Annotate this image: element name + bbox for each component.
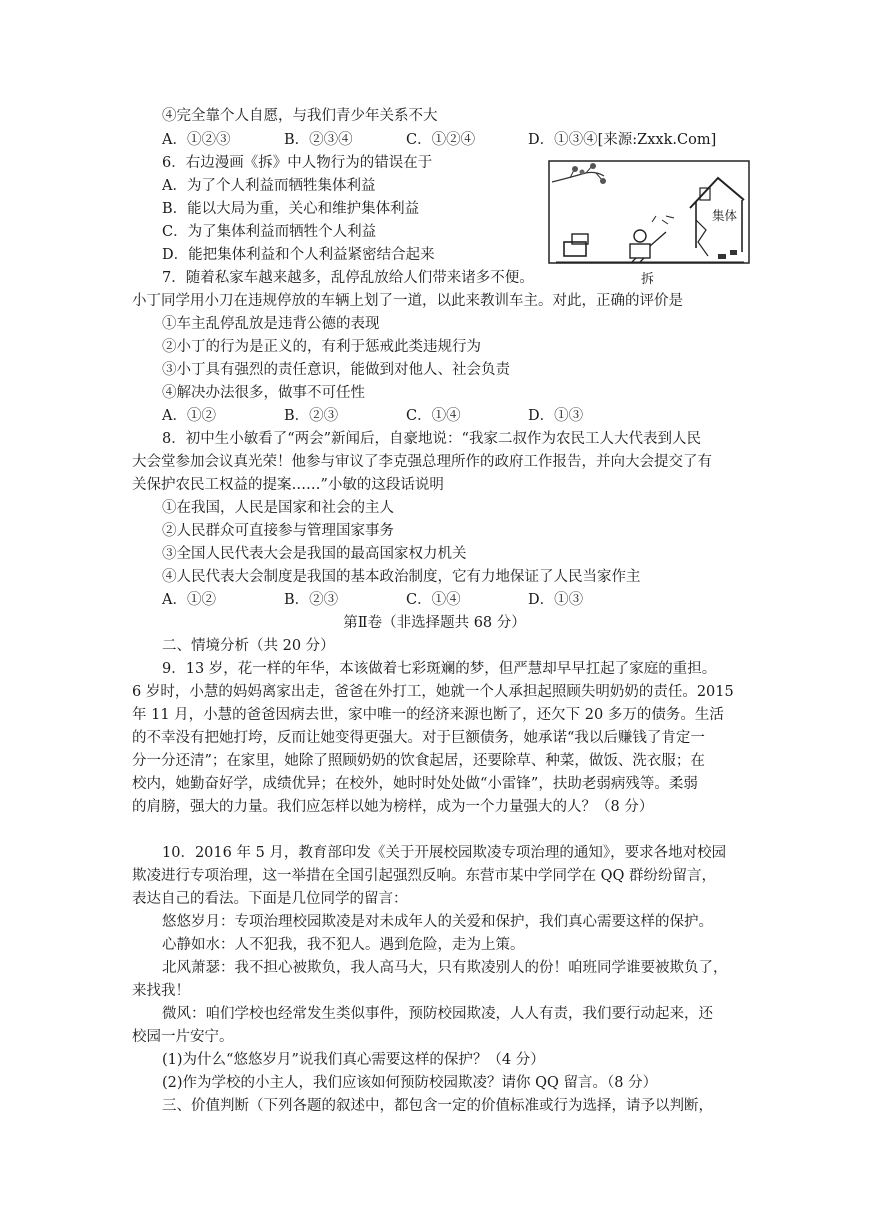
q9-line-4: 的不幸没有把她打垮，反而让她变得更强大。对于巨额债务，她承诺“我以后赚钱了肯定一 [132,730,705,746]
q7-item-4: ④解决办法很多，做事不可任性 [162,385,365,401]
q10-subquestion-1: (1)为什么“悠悠岁月”说我们真心需要这样的保护？（4 分） [162,1052,545,1068]
q10-message-3-line-1: 北风萧瑟：我不担心被欺负，我人高马大，只有欺凌别人的份！咱班同学谁要被欺负了， [162,960,728,976]
q10-line-2: 欺凌进行专项治理，这一举措在全国引起强烈反响。东营市某中学同学在 QQ 群纷纷留言， [132,868,716,884]
q7-stem-line-1: 7．随着私家车越来越多，乱停乱放给人们带来诸多不便。 [162,270,534,286]
q6-option-a: A．为了个人利益而牺牲集体利益 [162,178,376,194]
q5-item-4: ④完全靠个人自愿，与我们青少年关系不大 [162,108,438,124]
q8-item-1: ①在我国，人民是国家和社会的主人 [162,500,394,516]
q5-option-a: A．①②③ [162,132,231,148]
cartoon-chai [548,160,750,270]
q10-message-4-line-1: 微风：咱们学校也经常发生类似事件，预防校园欺凌，人人有责，我们要行动起来，还 [162,1006,713,1022]
q10-message-4-line-2: 校园一片安宁。 [132,1029,234,1045]
q10-subquestion-2: (2)作为学校的小主人，我们应该如何预防校园欺凌？请你 QQ 留言。（8 分） [162,1075,658,1091]
q5-option-b: B．②③④ [284,132,353,148]
q9-line-7: 的肩膀，强大的力量。我们应怎样以她为榜样，成为一个力量强大的人？（8 分） [132,799,654,815]
q10-message-1: 悠悠岁月：专项治理校园欺凌是对未成年人的关爱和保护，我们真心需要这样的保护。 [162,914,713,930]
q7-option-a: A．①② [162,408,216,424]
q9-line-5: 分一分还清”；在家里，她除了照顾奶奶的饮食起居，还要除草、种菜，做饭、洗衣服；在 [132,753,705,769]
q6-option-b: B．能以大局为重，关心和维护集体利益 [162,201,420,217]
q8-stem-line-3: 关保护农民工权益的提案……”小敏的这段话说明 [132,477,444,493]
q10-message-3-line-2: 来找我！ [132,983,190,999]
q7-item-1: ①车主乱停乱放是违背公德的表现 [162,316,380,332]
q5-option-d: D．①③④[来源:Zxxk.Com] [528,132,717,148]
q10-line-3: 表达自己的看法。下面是几位同学的留言： [132,891,408,907]
q7-item-2: ②小丁的行为是正义的，有利于惩戒此类违规行为 [162,339,481,355]
q9-line-6: 校内，她勤奋好学，成绩优异；在校外，她时时处处做“小雷锋”，扶助老弱病残等。柔弱 [132,776,698,792]
part2-title: 第Ⅱ卷（非选择题共 68 分） [343,615,526,631]
q9-line-1: 9．13 岁，花一样的年华，本该做着七彩斑斓的梦，但严慧却早早扛起了家庭的重担。 [162,661,717,677]
section3-intro: 三、价值判断（下列各题的叙述中，都包含一定的价值标准或行为选择，请予以判断， [162,1098,713,1114]
q6-option-c: C．为了集体利益而牺牲个人利益 [162,224,377,240]
q8-item-3: ③全国人民代表大会是我国的最高国家权力机关 [162,546,467,562]
q8-stem-line-2: 大会堂参加会议真光荣！他参与审议了李克强总理所作的政府工作报告，并向大会提交了有 [132,454,712,470]
q10-line-1: 10．2016 年 5 月，教育部印发《关于开展校园欺凌专项治理的通知》，要求各地对校园 [162,845,727,861]
q8-item-4: ④人民代表大会制度是我国的基本政治制度，它有力地保证了人民当家作主 [162,569,641,585]
q9-line-2: 6 岁时，小慧的妈妈离家出走，爸爸在外打工，她就一个人承担起照顾失明奶奶的责任。2015 [132,684,734,700]
q8-option-d: D．①③ [528,592,584,608]
q8-option-b: B．②③ [284,592,339,608]
section2-title: 二、情境分析（共 20 分） [162,638,335,654]
q7-item-3: ③小丁具有强烈的责任意识，能做到对他人、社会负责 [162,362,510,378]
q8-stem-line-1: 8．初中生小敏看了“两会”新闻后，自豪地说：“我家二叔作为农民工人大代表到人民 [162,431,701,447]
q8-item-2: ②人民群众可直接参与管理国家事务 [162,523,394,539]
q7-option-d: D．①③ [528,408,584,424]
q10-message-2: 心静如水：人不犯我，我不犯人。遇到危险，走为上策。 [162,937,525,953]
cartoon-caption: 拆 [641,272,655,287]
q8-option-c: C．①④ [406,592,461,608]
q6-stem: 6．右边漫画《拆》中人物行为的错误在于 [162,155,433,171]
q8-option-a: A．①② [162,592,216,608]
q6-option-d: D．能把集体利益和个人利益紧密结合起来 [162,247,435,263]
q9-line-3: 年 11 月，小慧的爸爸因病去世，家中唯一的经济来源也断了，还欠下 20 多万的债务。生活 [132,707,724,723]
q7-option-b: B．②③ [284,408,339,424]
cartoon-building-label: 集体 [712,208,738,223]
q7-stem-line-2: 小丁同学用小刀在违规停放的车辆上划了一道，以此来教训车主。对此，正确的评价是 [132,293,683,309]
q5-option-c: C．①②④ [406,132,476,148]
q7-option-c: C．①④ [406,408,461,424]
